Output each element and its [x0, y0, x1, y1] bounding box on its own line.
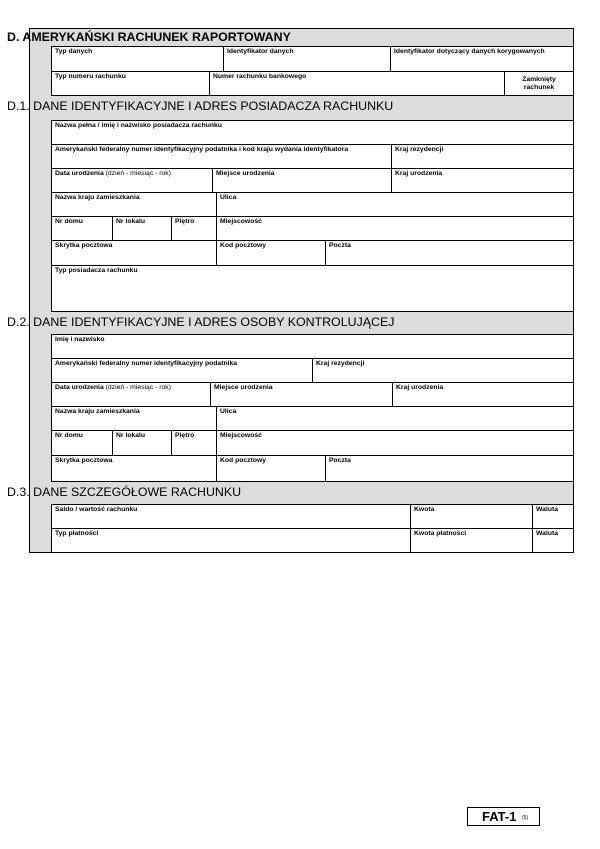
label-d1-federalny-numer: Amerykański federalny numer identyfikacyjny podatnika i kod kraju wydania identyfikatora — [55, 146, 349, 153]
field-d1-nr-lokalu[interactable] — [112, 216, 172, 241]
label-d1-poczta: Poczta — [329, 242, 351, 249]
field-d1-ulica[interactable] — [216, 192, 574, 217]
label-typ-danych: Typ danych — [55, 48, 93, 55]
label-numer-rachunku-bankowego: Numer rachunku bankowego — [213, 73, 307, 80]
section-d1-title: D.1. DANE IDENTYFIKACYJNE I ADRES POSIADACZA RACHUNKU — [7, 99, 394, 113]
label-d2-data-urodzenia-text: Data urodzenia — [55, 384, 104, 391]
field-identyfikator-danych[interactable] — [223, 46, 391, 72]
field-d1-miejscowosc[interactable] — [216, 216, 574, 241]
label-identyfikator-danych: Identyfikator danych — [227, 48, 294, 55]
field-d1-pietro[interactable] — [171, 216, 217, 241]
label-d1-ulica: Ulica — [220, 194, 237, 201]
field-d3-kwota[interactable] — [410, 504, 533, 529]
field-d2-data-urodzenia[interactable] — [51, 382, 211, 407]
label-d2-ulica: Ulica — [220, 408, 237, 415]
field-d2-nazwa-kraju-zamieszkania[interactable] — [51, 406, 217, 431]
field-d2-miejscowosc[interactable] — [216, 430, 574, 456]
field-d1-poczta[interactable] — [325, 240, 574, 266]
label-d1-nr-lokalu: Nr lokalu — [116, 218, 146, 225]
field-d2-skrytka-pocztowa[interactable] — [51, 455, 217, 482]
field-d2-nr-lokalu[interactable] — [112, 430, 172, 456]
field-d3-kwota-platnosci[interactable] — [410, 528, 533, 553]
field-d1-data-urodzenia[interactable] — [51, 168, 213, 193]
field-d1-kraj-urodzenia[interactable] — [391, 168, 574, 193]
label-d1-miejscowosc: Miejscowość — [220, 218, 262, 225]
label-d3-waluta: Waluta — [536, 506, 559, 513]
label-d1-nazwa-kraju-zamieszkania: Nazwa kraju zamieszkania — [55, 194, 140, 201]
label-d3-waluta-platnosci: Waluta — [536, 530, 559, 537]
field-zamkniety-rachunek[interactable] — [504, 71, 574, 96]
form-code-box — [467, 807, 540, 826]
field-d1-kod-pocztowy[interactable] — [216, 240, 326, 266]
field-d2-imie-nazwisko[interactable] — [51, 334, 574, 359]
label-d2-data-urodzenia — [55, 384, 171, 392]
label-d2-kod-pocztowy: Kod pocztowy — [220, 457, 267, 464]
label-d2-kraj-rezydencji: Kraj rezydencji — [316, 360, 365, 367]
field-d2-kraj-rezydencji[interactable] — [312, 358, 574, 383]
label-d1-data-urodzenia — [55, 170, 171, 178]
field-d1-nr-domu[interactable] — [51, 216, 113, 241]
field-d3-waluta-platnosci[interactable] — [532, 528, 574, 553]
field-d2-poczta[interactable] — [325, 455, 574, 482]
field-d2-miejsce-urodzenia[interactable] — [210, 382, 393, 407]
label-d2-imie-nazwisko: Imię i nazwisko — [55, 336, 105, 343]
label-d2-poczta: Poczta — [329, 457, 351, 464]
label-d1-pietro: Piętro — [175, 218, 195, 225]
field-d1-nazwa-pelna[interactable] — [51, 120, 574, 145]
label-d1-kod-pocztowy: Kod pocztowy — [220, 242, 267, 249]
label-typ-numeru-rachunku: Typ numeru rachunku — [55, 73, 126, 80]
section-d3-title: D.3. DANE SZCZEGÓŁOWE RACHUNKU — [7, 485, 242, 499]
field-d1-miejsce-urodzenia[interactable] — [212, 168, 392, 193]
label-d2-data-format: (dzień - miesiąc - rok) — [105, 384, 171, 391]
field-d2-kod-pocztowy[interactable] — [216, 455, 326, 482]
label-d1-nazwa-pelna: Nazwa pełna / imię i nazwisko posiadacza rachunku — [55, 122, 222, 129]
label-d2-kraj-urodzenia: Kraj urodzenia — [396, 384, 444, 391]
field-typ-danych[interactable] — [51, 46, 224, 72]
label-d3-saldo: Saldo / wartość rachunku — [55, 506, 138, 513]
label-d2-pietro: Piętro — [175, 432, 195, 439]
field-identyfikator-korygowanych[interactable] — [390, 46, 574, 72]
label-d2-skrytka-pocztowa: Skrytka pocztowa — [55, 457, 113, 464]
field-numer-rachunku-bankowego[interactable] — [209, 71, 505, 96]
label-d2-nr-domu: Nr domu — [55, 432, 83, 439]
label-d1-typ-posiadacza: Typ posiadacza rachunku — [55, 267, 138, 274]
field-d1-kraj-rezydencji[interactable] — [391, 144, 574, 169]
field-d3-typ-platnosci[interactable] — [51, 528, 411, 553]
label-d3-kwota-platnosci: Kwota płatności — [414, 530, 467, 537]
label-zamkniety-rachunek: Zamknięty rachunek — [522, 76, 556, 91]
field-d1-typ-posiadacza[interactable] — [51, 265, 574, 312]
label-d1-nr-domu: Nr domu — [55, 218, 83, 225]
field-d3-waluta[interactable] — [532, 504, 574, 529]
label-d1-miejsce-urodzenia: Miejsce urodzenia — [216, 170, 275, 177]
label-d3-kwota: Kwota — [414, 506, 435, 513]
label-d1-data-urodzenia-text: Data urodzenia — [55, 170, 104, 177]
label-d1-kraj-urodzenia: Kraj urodzenia — [395, 170, 443, 177]
field-d2-ulica[interactable] — [216, 406, 574, 431]
label-d2-miejscowosc: Miejscowość — [220, 432, 262, 439]
label-d2-federalny-numer: Amerykański federalny numer identyfikacyjny podatnika — [55, 360, 238, 367]
field-typ-numeru-rachunku[interactable] — [51, 71, 210, 96]
label-d1-data-format: (dzień - miesiąc - rok) — [105, 170, 171, 177]
label-d2-nr-lokalu: Nr lokalu — [116, 432, 146, 439]
label-d1-kraj-rezydencji: Kraj rezydencji — [395, 146, 444, 153]
form-code: FAT-1 — [482, 809, 517, 824]
field-d1-skrytka-pocztowa[interactable] — [51, 240, 217, 266]
form-version: (5) — [522, 815, 529, 821]
label-d3-typ-platnosci: Typ płatności — [55, 530, 99, 537]
section-d2-title: D.2. DANE IDENTYFIKACYJNE I ADRES OSOBY KONTROLUJĄCEJ — [7, 315, 395, 329]
label-d2-nazwa-kraju-zamieszkania: Nazwa kraju zamieszkania — [55, 408, 140, 415]
label-identyfikator-korygowanych: Identyfikator dotyczący danych korygowanych — [394, 48, 545, 55]
label-d1-skrytka-pocztowa: Skrytka pocztowa — [55, 242, 113, 249]
field-d2-federalny-numer[interactable] — [51, 358, 313, 383]
field-d2-pietro[interactable] — [171, 430, 217, 456]
section-d-title: D. AMERYKAŃSKI RACHUNEK RAPORTOWANY — [7, 30, 291, 44]
field-d3-saldo[interactable] — [51, 504, 411, 529]
field-d1-federalny-numer[interactable] — [51, 144, 392, 169]
field-d1-nazwa-kraju-zamieszkania[interactable] — [51, 192, 217, 217]
field-d2-nr-domu[interactable] — [51, 430, 113, 456]
field-d2-kraj-urodzenia[interactable] — [392, 382, 574, 407]
label-d2-miejsce-urodzenia: Miejsce urodzenia — [214, 384, 273, 391]
